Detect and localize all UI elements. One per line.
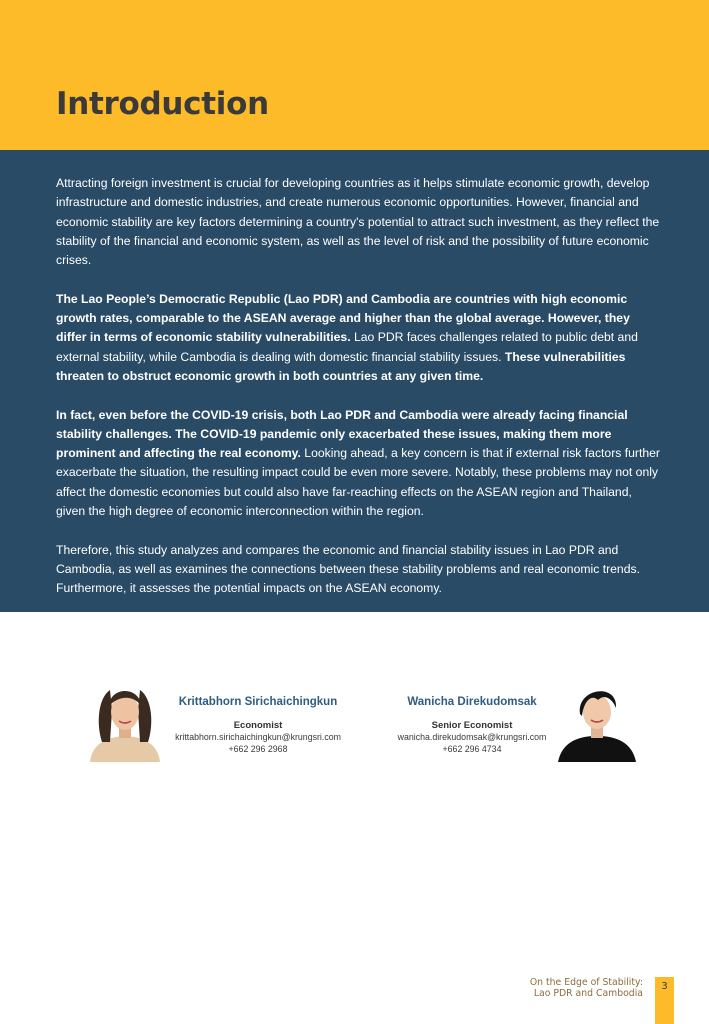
paragraph-3-bold: In fact, even before the COVID-19 crisis, both Lao PDR and Cambodia were already facing financial stability challenges. The COVID-19 pandemic only exacerbated these issues, making them more prominent and affecting the real economy. xyxy=(56,407,628,461)
author-role: Economist xyxy=(233,720,283,731)
paragraph-2-normal: Lao PDR faces challenges related to public debt and external stability, while Cambodia is dealing with domestic financial stability issues. xyxy=(56,330,638,364)
author-email[interactable]: krittabhorn.sirichaichingkun@krungsri.com xyxy=(175,732,341,742)
paragraph-2 xyxy=(56,290,660,386)
author-photo-wanicha xyxy=(554,678,640,762)
author-card-1 xyxy=(160,696,356,755)
paragraph-3-normal: Looking ahead, a key concern is that if external risk factors further exacerbate the situation, the resulting impact could be even more severe. Notably, these problems may not only affect the domestic economies but could also have far-reaching effects on the ASEAN region and Thailand, given the high degree of economic interconnection within the region. xyxy=(56,446,660,519)
footer-line-1: On the Edge of Stability: xyxy=(529,977,643,988)
footer-line-2: Lao PDR and Cambodia xyxy=(533,988,643,999)
author-name: Wanicha Direkudomsak xyxy=(407,696,537,708)
header-band xyxy=(0,0,709,150)
author-card-2 xyxy=(374,696,570,755)
page-number-tab xyxy=(655,977,674,1024)
author-phone: +662 296 2968 xyxy=(228,744,288,754)
page-title: Introduction xyxy=(56,86,269,122)
paragraph-4: Therefore, this study analyzes and compares the economic and financial stability issues in Lao PDR and Cambodia, as well as examines the connections between these stability problems and real economic trends. Furthermore, it assesses the potential impacts on the ASEAN economy. xyxy=(56,542,640,596)
author-portrait-1-icon xyxy=(80,680,170,762)
introduction-text xyxy=(56,174,660,618)
author-role: Senior Economist xyxy=(431,720,513,731)
paragraph-2-bold-b: These vulnerabilities threaten to obstruct economic growth in both countries at any given time. xyxy=(56,349,626,383)
author-email[interactable]: wanicha.direkudomsak@krungsri.com xyxy=(397,732,547,742)
author-portrait-2-icon xyxy=(554,678,640,762)
author-phone: +662 296 4734 xyxy=(442,744,502,754)
author-photo-krittabhorn xyxy=(80,680,170,762)
page-number: 3 xyxy=(661,981,668,992)
author-name: Krittabhorn Sirichaichingkun xyxy=(178,696,338,708)
paragraph-1: Attracting foreign investment is crucial for developing countries as it helps stimulate economic growth, develop infrastructure and domestic industries, and create numerous economic opportunities. However, financial and economic stability are key factors determining a country's potential to attract such investment, as they reflect the stability of the financial and economic system, as well as the level of risk and the possibility of future economic crises. xyxy=(56,176,660,268)
paragraph-2-bold-a: The Lao People’s Democratic Republic (Lao PDR) and Cambodia are countries with high economic growth rates, comparable to the ASEAN average and higher than the global average. However, they differ in terms of economic stability vulnerabilities. xyxy=(56,291,630,345)
paragraph-3 xyxy=(56,406,660,522)
footer-publication-title xyxy=(530,977,643,999)
